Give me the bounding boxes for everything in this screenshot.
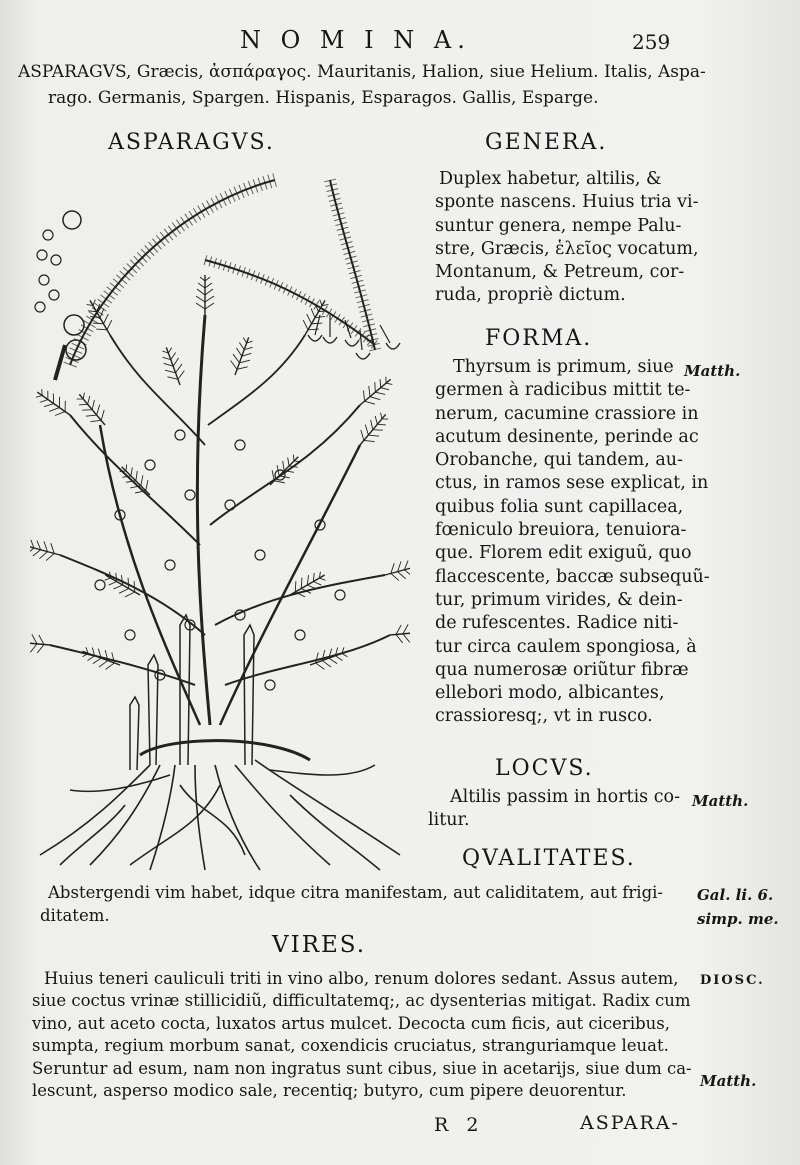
locus-heading: LOCVS. [495, 756, 594, 781]
nomina-line-1: ASPARAGVS, Græcis, ἀσπάραγος. Mauritanis, Halion, siue Helium. Italis, Aspa- [18, 62, 706, 82]
upper-left-branch [35, 180, 275, 380]
text-line: crassioresq;, vt in rusco. [435, 706, 653, 727]
text-line: Montanum, & Petreum, cor- [435, 262, 685, 283]
text-line: Orobanche, qui tandem, au- [435, 450, 683, 471]
text-line: nerum, cacumine crassiore in [435, 403, 699, 424]
text-line: Seruntur ad esum, nam non ingratus sunt cibus, siue in acetarijs, siue dum ca- [32, 1058, 692, 1078]
genera-text [435, 168, 699, 308]
text-line: de rufescentes. Radice niti- [435, 613, 679, 634]
figure-title: ASPARAGVS. [108, 130, 275, 155]
vires-heading: VIRES. [272, 932, 367, 958]
text-line: fœniculo breuiora, tenuiora- [435, 520, 687, 541]
text-line: qua numerosæ oriũtur fibræ [435, 659, 689, 680]
text-line: Duplex habetur, altilis, & [439, 169, 662, 189]
qualitates-heading: QVALITATES. [462, 846, 636, 871]
text-line: ctus, in ramos sese explicat, in [435, 473, 709, 494]
text-line: vino, aut aceto cocta, luxatos artus mulcet. Decocta cum ficis, aut ciceribus, [32, 1013, 670, 1033]
signature-mark: R 2 [434, 1114, 485, 1136]
genera-heading: GENERA. [485, 130, 608, 155]
text-line: ruda, propriè dictum. [435, 285, 626, 306]
margin-note-matth: Matth. [700, 1072, 757, 1090]
margin-note-forma: Matth. [684, 362, 741, 380]
text-line: quibus folia sunt capillacea, [435, 496, 684, 517]
margin-note-locus: Matth. [692, 792, 749, 810]
margin-note-gal: Gal. li. 6. [697, 886, 774, 904]
margin-note-diosc: DIOSC. [700, 973, 765, 988]
text-line: Huius teneri cauliculi triti in vino albo, renum dolores sedant. Assus autem, [44, 969, 679, 988]
main-plant [50, 315, 390, 725]
forma-text [435, 356, 710, 729]
vires-text [32, 968, 692, 1102]
qualitates-text [40, 882, 680, 927]
text-line: suntur genera, nempe Palu- [435, 215, 682, 236]
text-line: flaccescente, baccæ subsequũ- [435, 566, 710, 587]
text-line: Abstergendi vim habet, idque citra manifestam, aut caliditatem, aut frigi- [48, 883, 663, 902]
text-line: Altilis passim in hortis co- [450, 787, 680, 807]
text-line: tur, primum virides, & dein- [435, 589, 683, 610]
nomina-line-2: rago. Germanis, Spargen. Hispanis, Esparagos. Gallis, Esparge. [48, 88, 599, 108]
text-line: germen à radicibus mittit te- [435, 380, 691, 401]
text-line: que. Florem edit exiguũ, quo [435, 543, 692, 564]
asparagus-woodcut-illustration [30, 165, 410, 875]
text-line: Thyrsum is primum, siue [453, 357, 674, 377]
foliage [30, 275, 410, 673]
text-line: stre, Græcis, ἑλεῖος vocatum, [435, 238, 699, 259]
forma-heading: FORMA. [485, 326, 593, 351]
text-line: sponte nascens. Huius tria vi- [435, 192, 699, 213]
text-line: sumpta, regium morbum sanat, coxendicis cruciatus, stranguriamque leuat. [32, 1036, 669, 1056]
text-line: litur. [428, 810, 470, 831]
running-head: N O M I N A. [240, 26, 471, 54]
catchword: ASPARA- [580, 1112, 680, 1134]
locus-text [428, 786, 678, 833]
text-line: tur circa caulem spongiosa, à [435, 636, 697, 657]
text-line: ellebori modo, albicantes, [435, 683, 665, 704]
text-line: siue coctus vrinæ stillicidiũ, difficultatemq;, ac dysenterias mitigat. Radix cum [32, 991, 691, 1011]
page-number: 259 [632, 30, 671, 54]
text-line: ditatem. [40, 905, 110, 925]
roots [40, 741, 400, 870]
text-line: lescunt, asperso modico sale, recentiq; butyro, cum pipere deuorentur. [32, 1081, 627, 1101]
text-line: acutum desinente, perinde ac [435, 426, 699, 447]
upper-right-flowering-branch [205, 180, 400, 359]
margin-note-simp: simp. me. [697, 910, 779, 928]
